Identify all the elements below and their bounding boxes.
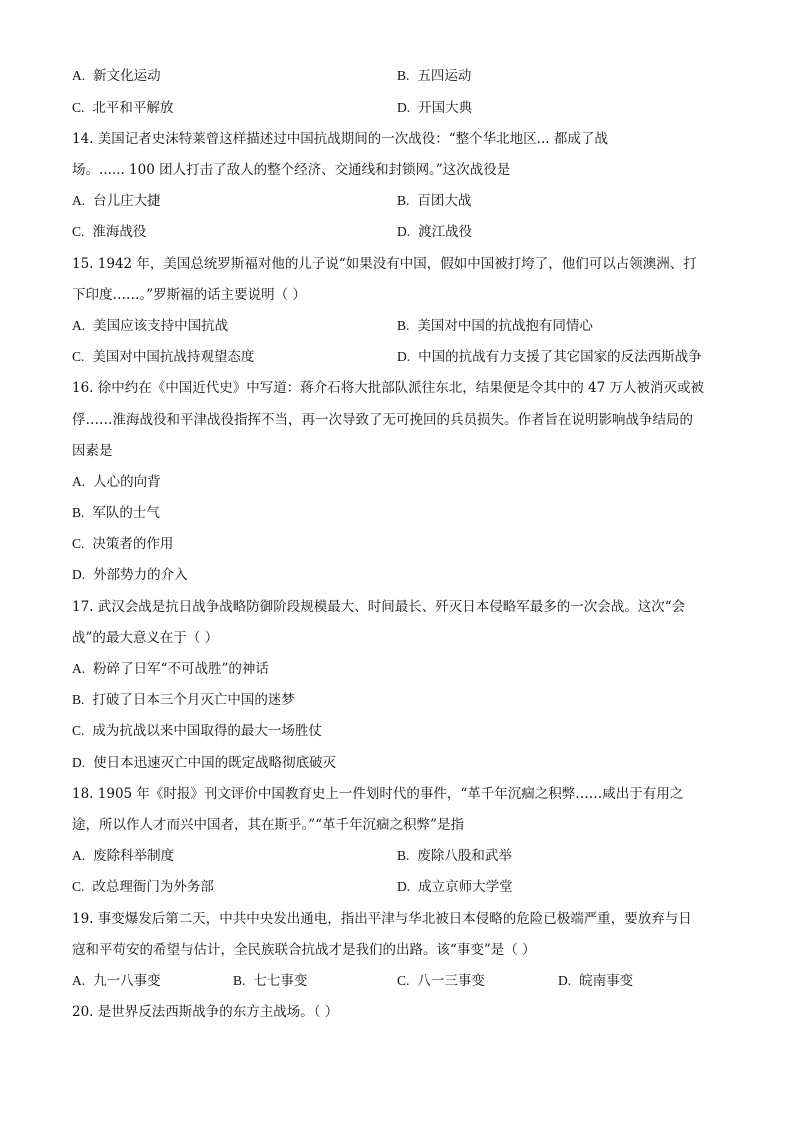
q18-stem-line-2: 途，所以作人才而兴中国者，其在斯乎。”“革千年沉痼之积弊”是指 [72,817,464,833]
q16-stem-line-3: 因素是 [72,443,113,459]
option-text: 打破了日本三个月灭亡中国的迷梦 [92,692,295,708]
option-label: B. [233,973,246,988]
q14-option-a [72,191,161,211]
option-text: 成立京师大学堂 [418,879,513,895]
option-text: 成为抗战以来中国取得的最大一场胜仗 [92,723,322,739]
q17-option-a [72,659,269,679]
option-label: D. [397,100,411,115]
option-label: B. [397,848,410,863]
q13-option-c [72,98,173,118]
option-label: C. [72,879,85,894]
q17-option-c [72,721,322,741]
option-text: 七七事变 [253,973,308,989]
option-label: C. [72,536,85,551]
option-label: D. [558,973,572,988]
q15-option-a [72,316,228,336]
option-label: B. [397,68,410,83]
option-label: D. [72,755,86,770]
q17-stem-line-1: 17. 武汉会战是抗日战争战略防御阶段规模最大、时间最长、歼灭日本侵略军最多的一次会战。这次“会 [72,599,686,615]
option-text: 台儿庄大捷 [93,193,161,209]
q15-option-b [397,316,593,336]
option-text: 淮海战役 [92,224,147,240]
option-label: B. [72,692,85,707]
q18-option-c [72,877,214,897]
q18-option-a [72,846,174,866]
option-label: D. [397,349,411,364]
q18-stem-line-1: 18. 1905 年《时报》刊文评价中国教育史上一件划时代的事件，“革千年沉痼之积弊……咸出于有用之 [72,786,684,802]
q19-option-b [233,971,307,991]
option-label: D. [397,224,411,239]
option-text: 新文化运动 [93,68,161,84]
option-label: B. [397,318,410,333]
option-label: D. [397,879,411,894]
option-text: 废除八股和武举 [417,848,512,864]
q19-stem-line-1: 19. 事变爆发后第二天，中共中央发出通电，指出平津与华北被日本侵略的危险已极端严重，要放弃与日 [72,911,692,927]
option-label: A. [72,661,86,676]
option-label: A. [72,68,86,83]
q20-stem-line-1: 20. 是世界反法西斯战争的东方主战场。（ ） [72,1004,339,1020]
option-label: C. [397,973,410,988]
option-text: 美国对中国的抗战抱有同情心 [417,318,593,334]
q19-option-a [72,971,161,991]
option-label: A. [72,318,86,333]
q13-option-b [397,66,471,86]
q16-stem-line-1: 16. 徐中约在《中国近代史》中写道：蒋介石将大批部队派往东北，结果便是令其中的 47 万人被消灭或被 [72,380,705,396]
option-text: 九一八事变 [93,973,161,989]
q15-stem-line-2: 下印度……。”罗斯福的话主要说明（ ） [72,287,306,303]
option-text: 美国应该支持中国抗战 [93,318,229,334]
option-label: C. [72,100,85,115]
option-text: 百团大战 [417,193,472,209]
option-text: 废除科举制度 [93,848,175,864]
q16-option-c [72,534,173,554]
option-label: A. [72,474,86,489]
option-text: 渡江战役 [418,224,473,240]
option-text: 北平和平解放 [92,100,174,116]
q14-stem-line-1: 14. 美国记者史沫特莱曾这样描述过中国抗战期间的一次战役：“整个华北地区... 都成了战 [72,131,608,147]
option-text: 决策者的作用 [92,536,174,552]
option-label: B. [397,193,410,208]
q19-option-c [397,971,485,991]
q14-option-d [397,222,472,242]
option-text: 改总理衙门为外务部 [92,879,214,895]
q19-option-d [558,971,633,991]
option-text: 外部势力的介入 [93,567,188,583]
q16-option-a [72,472,161,492]
option-text: 八一三事变 [417,973,485,989]
q17-stem-line-2: 战”的最大意义在于（ ） [72,630,219,646]
option-text: 皖南事变 [579,973,634,989]
option-text: 五四运动 [417,68,472,84]
q13-option-d [397,98,472,118]
option-text: 使日本迅速灭亡中国的既定战略彻底破灭 [93,755,337,771]
option-text: 中国的抗战有力支援了其它国家的反法西斯战争 [418,349,702,365]
option-text: 开国大典 [418,100,473,116]
option-label: A. [72,193,86,208]
option-text: 人心的向背 [93,474,161,490]
q16-option-d [72,565,188,585]
q17-option-b [72,690,295,710]
option-text: 军队的士气 [92,505,160,521]
q13-option-a [72,66,161,86]
q19-stem-line-2: 寇和平苟安的希望与估计，全民族联合抗战才是我们的出路。该“事变”是（ ） [72,942,536,958]
q14-stem-line-2: 场。...... 100 团人打击了敌人的整个经济、交通线和封锁网。”这次战役是 [72,162,511,178]
q15-stem-line-1: 15. 1942 年，美国总统罗斯福对他的儿子说“如果没有中国，假如中国被打垮了，他们可以占领澳洲、打 [72,256,697,272]
q14-option-b [397,191,471,211]
q15-option-d [397,347,702,367]
option-label: C. [72,224,85,239]
option-label: A. [72,973,86,988]
q14-option-c [72,222,146,242]
q18-option-b [397,846,512,866]
option-label: A. [72,848,86,863]
option-text: 美国对中国抗战持观望态度 [92,349,255,365]
q18-option-d [397,877,513,897]
option-label: C. [72,723,85,738]
option-label: B. [72,505,85,520]
q17-option-d [72,753,336,773]
option-text: 粉碎了日军“不可战胜”的神话 [93,661,269,677]
q16-option-b [72,503,160,523]
option-label: D. [72,567,86,582]
option-label: C. [72,349,85,364]
q16-stem-line-2: 俘……淮海战役和平津战役指挥不当，再一次导致了无可挽回的兵员损失。作者旨在说明影响战争结局的 [72,412,693,428]
q15-option-c [72,347,254,367]
